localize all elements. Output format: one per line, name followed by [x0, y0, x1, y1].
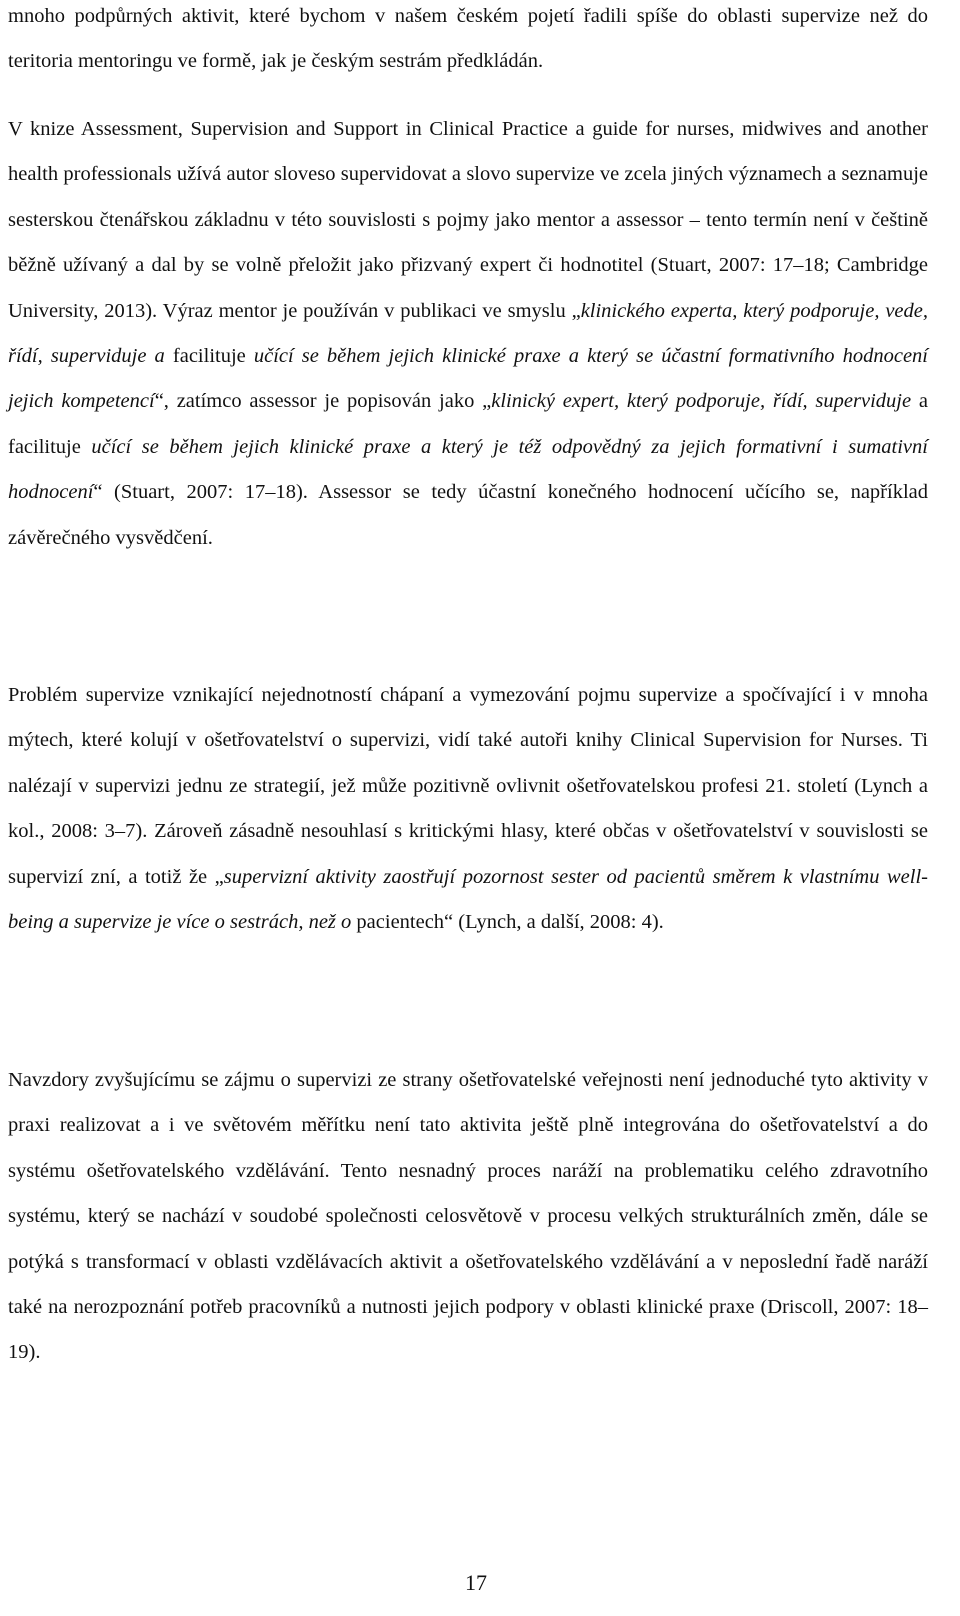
paragraph-2-text-4: a facilituje [8, 390, 928, 458]
paragraph-3-text-2: pacientech“ (Lynch, a další, 2008: 4). [351, 911, 664, 934]
paragraph-2-italic-4: učící se během jejich klinické praxe a který je též odpovědný za jejich formativní i sumativní hodnocení [8, 435, 928, 504]
paragraph-3-text-1: Problém supervize vznikající nejednotností chápaní a vymezování pojmu supervize a spočívající i v mnoha mýtech, které kolují v ošetřovatelství o supervizi, vidí také autoři knihy Clinical Supervision for Nurses. Ti nalézají v supervizi jednu ze strategií, jež může pozitivně ovlivnit ošetřovatelskou profesi 21. století (Lynch a kol., 2008: 3–7). Zároveň zásadně nesouhlasí s kritickými hlasy, které občas v ošetřovatelství v souvislosti se supervizí zní, a totiž že „ [8, 684, 928, 888]
paragraph-2-text-1: V knize Assessment, Supervision and Support in Clinical Practice a guide for nurses, midwives and another health professionals užívá autor sloveso supervidovat a slovo supervize ve zcela jiných významech a seznamuje sesterskou čtenářskou základnu v této souvislosti s pojmy jako mentor a assessor – tento termín není v češtině běžně užívaný a dal by se volně přeložit jako přizvaný expert či hodnotitel (Stuart, 2007: 17–18; Cambridge University, 2013). Výraz mentor je používán v publikaci ve smyslu „ [8, 118, 928, 322]
paragraph-2 [8, 107, 928, 561]
paragraph-4 [8, 1058, 928, 1376]
paragraph-1 [8, 0, 928, 85]
paragraph-3-italic-1: supervizní aktivity zaostřují pozornost sester od pacientů směrem k vlastnímu well-being a supervize je více o sestrách, než o [8, 865, 928, 934]
paragraph-3 [8, 673, 928, 945]
paragraph-4-text: Navzdory zvyšujícímu se zájmu o supervizi ze strany ošetřovatelské veřejnosti není jednoduché tyto aktivity v praxi realizovat a i ve světovém měřítku není tato aktivita ještě plně integrována do ošetřovatelství a do systému ošetřovatelského vzdělávání. Tento nesnadný proces naráží na problematiku celého zdravotního systému, který se nachází v soudobé společnosti celosvětově v procesu velkých strukturálních změn, dále se potýká s transformací v oblasti vzdělávacích aktivit a ošetřovatelského vzdělávání a v neposlední řadě naráží také na nerozpoznání potřeb pracovníků a nutnosti jejich podpory v oblasti klinické praxe (Driscoll, 2007: 18–19). [8, 1069, 928, 1364]
paragraph-2-text-5: “ (Stuart, 2007: 17–18). Assessor se tedy účastní konečného hodnocení učícího se, například závěrečného vysvědčení. [8, 481, 928, 549]
paragraph-2-italic-2: učící se během jejich klinické praxe a který se účastní formativního hodnocení jejich kompetencí [8, 345, 928, 413]
paragraph-2-italic-1: klinického experta, který podporuje, vede, řídí, superviduje a [8, 299, 928, 368]
paragraph-1-text: mnoho podpůrných aktivit, které bychom v našem českém pojetí řadili spíše do oblasti supervize než do teritoria mentoringu ve formě, jak je českým sestrám předkládán. [8, 5, 928, 73]
paragraph-2-text-3: “, zatímco assessor je popisován jako „ [154, 390, 492, 413]
paragraph-2-text-2: facilituje [164, 345, 254, 368]
document-page [8, 0, 928, 1616]
paragraph-2-italic-3: klinický expert, který podporuje, řídí, superviduje [491, 390, 912, 413]
page-number: 17 [465, 1570, 487, 1595]
